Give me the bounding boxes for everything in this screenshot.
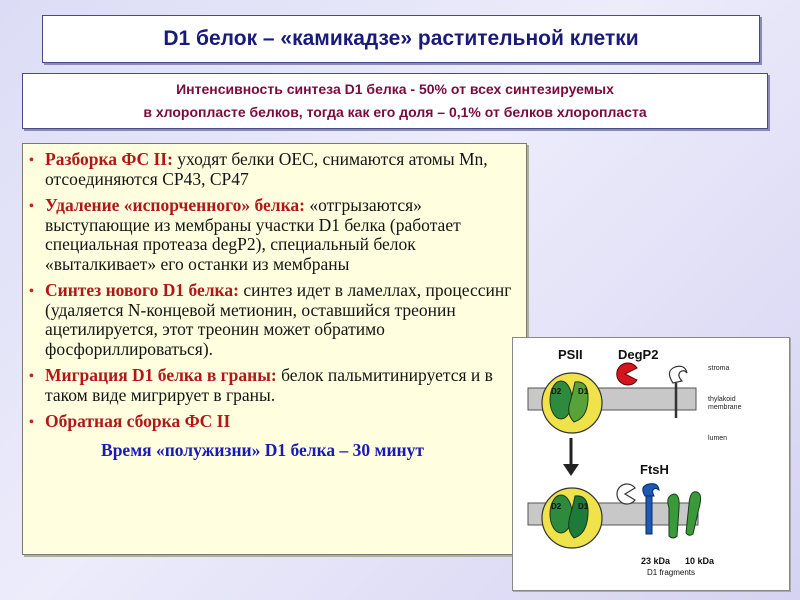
bullet-icon: • xyxy=(29,369,34,384)
list-item xyxy=(29,366,516,405)
item-heading: Обратная сборка ФС II xyxy=(45,411,231,431)
info-line-1: Интенсивность синтеза D1 белка - 50% от всех синтезируемых xyxy=(176,81,614,97)
membrane-label: membrane xyxy=(708,404,742,411)
item-heading: Удаление «испорченного» белка: xyxy=(45,195,305,215)
d1-fragments-label: D1 fragments xyxy=(647,568,696,577)
item-heading: Синтез нового D1 белка: xyxy=(45,280,239,300)
half-life-note: Время «полужизни» D1 белка – 30 минут xyxy=(101,440,424,460)
item-heading: Разборка ФС II: xyxy=(45,149,173,169)
d1-label-upper: D1 xyxy=(578,387,589,396)
item-text: белок пальмитинируется и в таком виде мигрирует в граны. xyxy=(45,365,493,405)
bullet-icon: • xyxy=(29,153,34,168)
ftsh-label: FtsH xyxy=(640,462,669,477)
item-heading: Миграция D1 белка в граны: xyxy=(45,365,277,385)
title-box xyxy=(42,15,760,63)
fragment-10kda-label: 10 kDa xyxy=(685,556,715,566)
bullet-icon: • xyxy=(29,415,34,430)
content-box xyxy=(22,143,527,555)
list-item xyxy=(29,281,516,359)
info-line-2: в хлоропласте белков, тогда как его доля – 0,1% от белков хлоропласта xyxy=(143,104,647,120)
d1-repair-diagram xyxy=(513,338,789,590)
bullet-icon: • xyxy=(29,284,34,299)
list-item xyxy=(29,196,516,274)
helper-protein-icon xyxy=(669,366,687,383)
item-text: уходят белки OEC, снимаются атомы Mn, отсоединяются CP43, CP47 xyxy=(45,149,488,189)
ftsh-anchor xyxy=(646,496,652,534)
d1-fragment-23kda xyxy=(668,494,679,538)
info-box xyxy=(22,73,768,129)
stroma-label: stroma xyxy=(708,365,730,372)
list-item xyxy=(29,150,516,189)
d1-label-lower: D1 xyxy=(578,502,589,511)
item-text: синтез идет в ламеллах, процессинг (удаляется N-концевой метионин, оставшийся треонин ацетилируется, этот треонин может обратимо фосфориллироваться). xyxy=(45,280,512,359)
d2-label-upper: D2 xyxy=(551,387,562,396)
item-text: «отгрызаются» выступающие из мембраны участки D1 белка (работает специальная протеаза degP2), специальный белок «выталкивает» его останки из мембраны xyxy=(45,195,461,274)
bullet-icon: • xyxy=(29,199,34,214)
degp2-protease-icon xyxy=(617,363,637,385)
lumen-label: lumen xyxy=(708,435,728,442)
d2-label-lower: D2 xyxy=(551,502,562,511)
ftsh-protease-icon xyxy=(643,484,659,496)
released-protease-icon xyxy=(617,484,635,504)
page-title: D1 белок – «камикадзе» растительной клетки xyxy=(163,27,639,50)
list-item xyxy=(29,412,516,433)
fragment-23kda-label: 23 kDa xyxy=(641,556,671,566)
psii-label: PSII xyxy=(558,347,583,362)
down-arrow-icon xyxy=(563,464,579,476)
thylakoid-label: thylakoid xyxy=(708,396,736,403)
d1-repair-figure xyxy=(512,337,790,591)
degp2-label: DegP2 xyxy=(618,347,659,362)
